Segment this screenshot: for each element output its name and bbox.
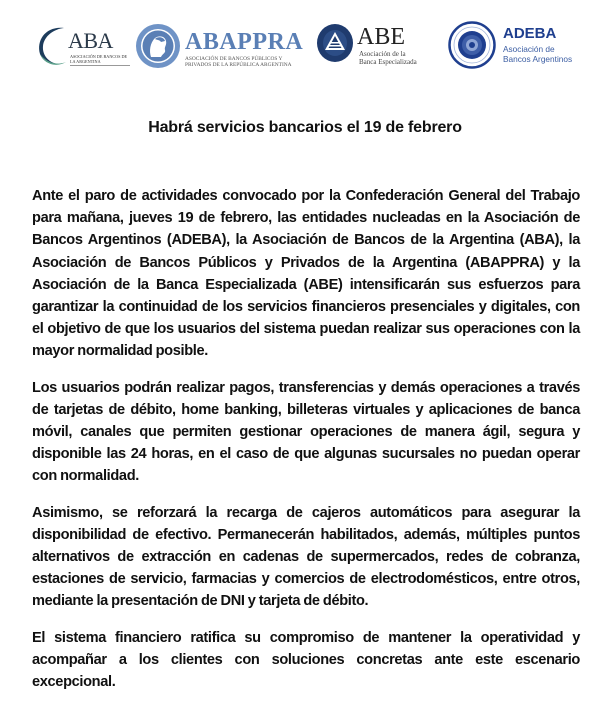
adeba-logo (448, 16, 588, 78)
paragraph-1: Ante el paro de actividades convocado por la Confederación General del Trabajo para mañana, jueves 19 de febrero, las entidades nucleadas en la Asociación de Bancos Argentinos (ADEBA), la Asociación de Bancos de la Argentina (ABA), la Asociación de Bancos Públicos y Privados de la Argentina (ABAPPRA) y la Asociación de la Banca Especializada (ABE) intensificarán sus esfuerzos para garantizar la continuidad de los servicios financieros presenciales y digitales, con el objetivo de que los usuarios del sistema puedan realizar sus operaciones con la mayor normalidad posible. (32, 188, 580, 360)
paragraph-4: El sistema financiero ratifica su compromiso de mantener la operatividad y acompañar a los clientes con soluciones concretas ante este escenario excepcional. (32, 629, 580, 691)
abe-subtitle-line1: Asociación de la (359, 50, 406, 58)
abappra-subtitle-line1: ASOCIACIÓN DE BANCOS PÚBLICOS Y (185, 56, 283, 62)
adeba-seal-icon (448, 21, 496, 69)
adeba-logo-subtitle (503, 44, 572, 64)
adeba-logo-name: ADEBA (503, 25, 557, 42)
aba-logo-name: ABA (68, 28, 113, 53)
abe-logo (316, 16, 436, 78)
abe-logo-subtitle (359, 50, 417, 66)
abappra-logo (135, 16, 305, 78)
adeba-subtitle-line1: Asociación de (503, 44, 555, 54)
aba-logo (34, 16, 128, 78)
aba-logo-subtitle: ASOCIACIÓN DE BANCOS DE LA ARGENTINA (70, 54, 130, 66)
adeba-subtitle-line2: Bancos Argentinos (503, 54, 573, 64)
abappra-subtitle-line2: PRIVADOS DE LA REPÚBLICA ARGENTINA (185, 62, 292, 68)
logos-header (0, 16, 610, 78)
abappra-logo-name: ABAPPRA (185, 29, 304, 55)
document-body (32, 185, 580, 707)
abe-seal-icon (316, 23, 354, 63)
abe-subtitle-line2: Banca Especializada (359, 58, 417, 66)
abe-logo-name: ABE (357, 24, 405, 50)
paragraph-3: Asimismo, se reforzará la recarga de cajeros automáticos para asegurar la disponibilidad de efectivo. Permanecerán habilitados, además, múltiples puntos alternativos de extracción en cadenas de supermercados, redes de cobranza, estaciones de servicio, farmacias y comercios de electrodomésticos, entre otros, mediante la presentación de DNI y tarjeta de débito. (32, 504, 580, 610)
paragraph-2: Los usuarios podrán realizar pagos, transferencias y demás operaciones a través de tarjetas de débito, home banking, billeteras virtuales y aplicaciones de banca móvil, canales que permiten gestionar operaciones de manera ágil, segura y disponible las 24 horas, en el caso de que algunas sucursales no puedan operar con normalidad. (32, 379, 580, 485)
document-title: Habrá servicios bancarios el 19 de febrero (148, 119, 462, 136)
abappra-logo-subtitle (185, 56, 292, 68)
abappra-seal-icon (135, 23, 181, 69)
